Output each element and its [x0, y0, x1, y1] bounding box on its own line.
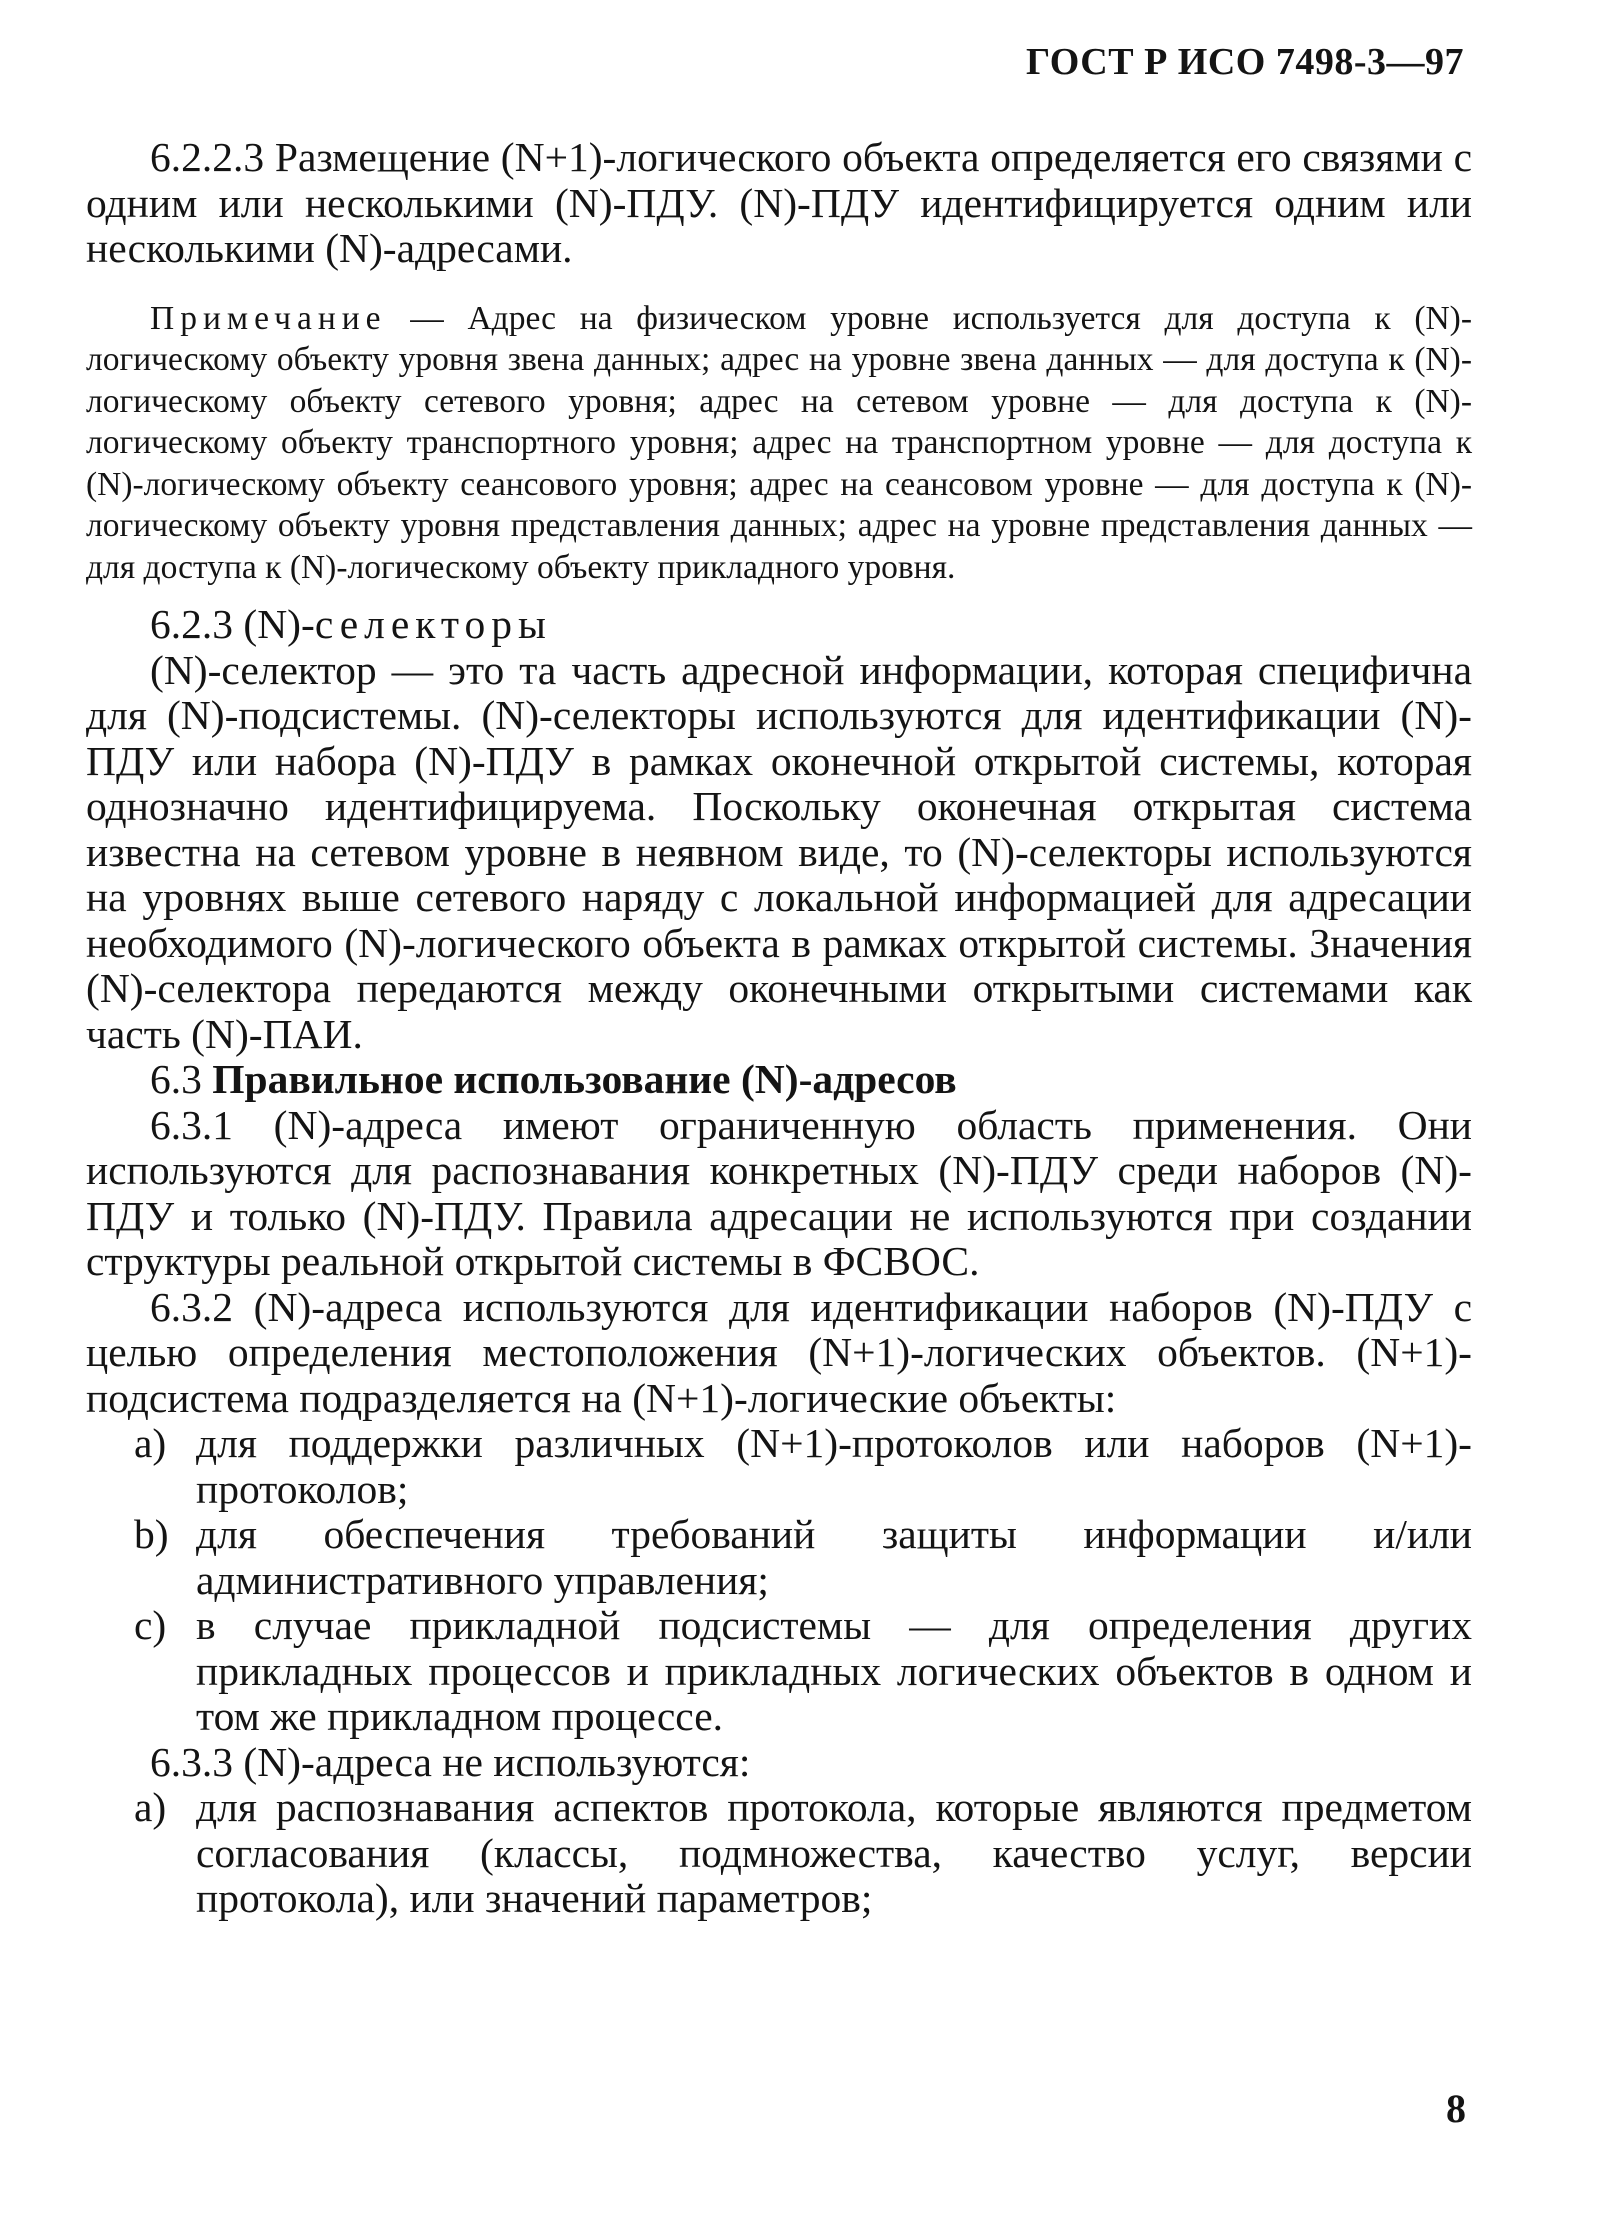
note-label: Примечание [150, 299, 387, 337]
list-marker: c) [134, 1602, 167, 1648]
list-item [86, 1785, 1472, 1922]
clause-6-3-1: 6.3.1 (N)-адреса имеют ограниченную область применения. Они используются для распознавания конкретных (N)-ПДУ среди наборов (N)-ПДУ и только (N)-ПДУ. Правила адресации не используются при создании структуры реальной открытой системы в ФСВОС. [86, 1101, 1472, 1284]
clause-6-3-heading [86, 1057, 1472, 1103]
clause-6-2-3-body: (N)-селектор — это та часть адресной информации, которая специфична для (N)-подсистемы. (N)-селекторы используются для идентификации (N)-ПДУ или набора (N)-ПДУ в рамках оконечной открытой системы, которая однозначно идентифицируема. Поскольку оконечная открытая система известна на сетевом уровне в неявном виде, то (N)-селекторы используются на уровнях выше сетевого наряду с локальной информацией для адресации необходимого (N)-логического объекта в рамках открытой системы. Значения (N)-селектора передаются между оконечными открытыми системами как часть (N)-ПАИ. [86, 646, 1472, 1057]
list-item [86, 1603, 1472, 1740]
clause-6-3-title: Правильное использование (N)-адресов [212, 1056, 957, 1102]
list-6-3-3 [86, 1785, 1472, 1922]
list-marker: b) [134, 1511, 169, 1557]
list-item-text: для обеспечения требований защиты информации и/или административного управления; [196, 1511, 1472, 1603]
note-text: — Адрес на физическом уровне используется для доступа к (N)-логическому объекту уровня звена данных; адрес на уровне звена данных — для доступа к (N)-логическому объекту сетевого уровня; адрес на сетевом уровне — для доступа к (N)-логическому объекту транспортного уровня; адрес на транспортном уровне — для доступа к (N)-логическому объекту сеансового уровня; адрес на сеансовом уровне — для доступа к (N)-логическому объекту уровня представления данных; адрес на уровне представления данных — для доступа к (N)-логическому объекту прикладного уровня. [86, 299, 1472, 586]
list-6-3-2 [86, 1421, 1472, 1740]
page-number: 8 [1446, 2086, 1466, 2131]
running-header: ГОСТ Р ИСО 7498-3—97 [1026, 41, 1464, 83]
clause-6-2-3-heading [86, 602, 1472, 648]
clause-6-3-2: 6.3.2 (N)-адреса используются для идентификации наборов (N)-ПДУ с целью определения местоположения (N+1)-логических объектов. (N+1)-подсистема подразделяется на (N+1)-логические объекты: [86, 1283, 1472, 1421]
clause-6-3-number: 6.3 [150, 1056, 202, 1102]
list-item-text: для распознавания аспектов протокола, которые являются предметом согласования (классы, подмножества, качество услуг, версии протокола), или значений параметров; [196, 1784, 1472, 1921]
clause-6-2-3-title: селекторы [314, 601, 552, 647]
list-marker: a) [134, 1420, 167, 1466]
list-item [86, 1421, 1472, 1512]
note [86, 298, 1472, 589]
clause-6-3-3: 6.3.3 (N)-адреса не используются: [150, 1738, 751, 1785]
list-item-text: в случае прикладной подсистемы — для определения других прикладных процессов и прикладных логических объектов в одном и том же прикладном процессе. [196, 1602, 1472, 1739]
body-text [86, 135, 1472, 1922]
list-item [86, 1512, 1472, 1603]
clause-6-2-2-3: 6.2.2.3 Размещение (N+1)-логического объекта определяется его связями с одним или несколькими (N)-ПДУ. (N)-ПДУ идентифицируется одним или несколькими (N)-адресами. [86, 134, 1472, 271]
list-item-text: для поддержки различных (N+1)-протоколов или наборов (N+1)-протоколов; [196, 1420, 1472, 1512]
clause-6-2-3-number: 6.2.3 (N)- [150, 601, 315, 647]
list-marker: a) [134, 1784, 167, 1830]
